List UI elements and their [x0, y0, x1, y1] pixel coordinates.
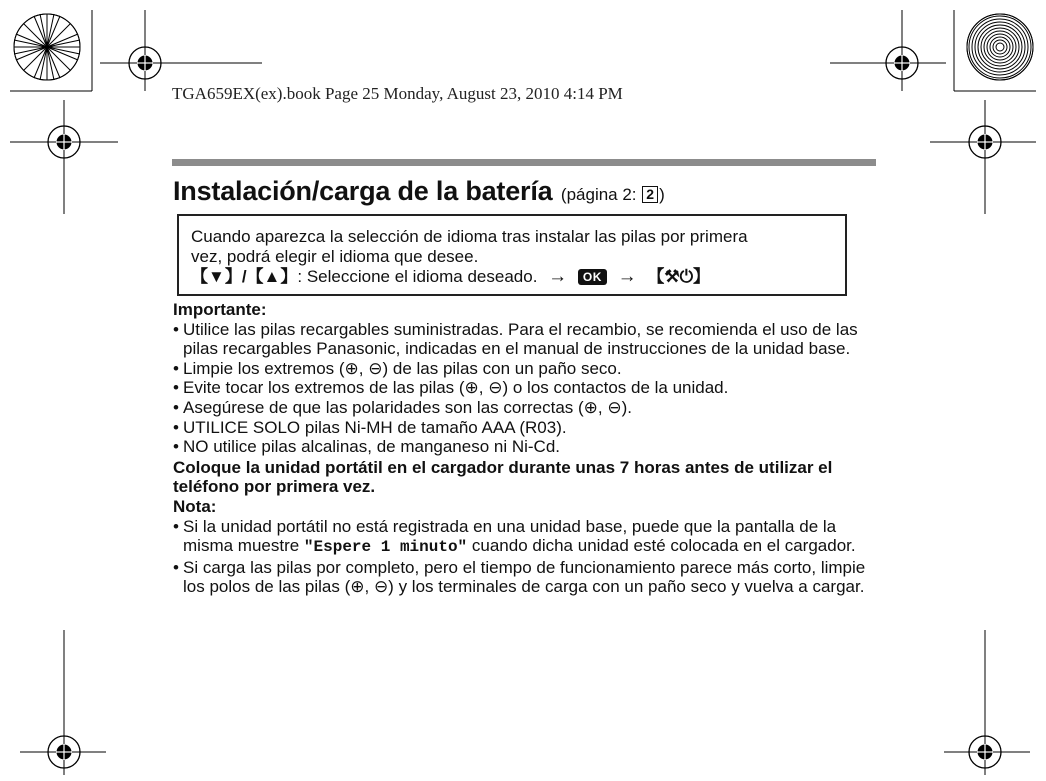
- info-line-3: [191, 267, 833, 287]
- registration-target-top-right: [967, 14, 1033, 80]
- section-title: [173, 176, 665, 207]
- language-selection-box: [177, 214, 847, 296]
- list-item: • UTILICE SOLO pilas Ni-MH de tamaño AAA (R03).: [173, 418, 873, 438]
- note-list: [173, 517, 873, 597]
- page-reference: (página 2: 2 ): [560, 185, 665, 204]
- list-item: • Limpie los extremos (⊕, ⊖) de las pilas con un paño seco.: [173, 359, 873, 379]
- section-rule: [172, 159, 876, 166]
- ok-key-icon: OK: [578, 269, 607, 285]
- body-text: [173, 300, 873, 597]
- display-message: "Espere 1 minuto": [303, 538, 468, 557]
- list-item: • Si la unidad portátil no está registrada en una unidad base, puede que la pantalla de la misma muestre "Espere 1 minuto" cuando dicha unidad esté colocada en el cargador.: [173, 517, 873, 558]
- book-header: TGA659EX(ex).book Page 25 Monday, August 23, 2010 4:14 PM: [172, 84, 623, 103]
- right-arrow-icon: →: [617, 266, 637, 287]
- info-line-1: Cuando aparezca la selección de idioma tras instalar las pilas por primera: [191, 227, 748, 246]
- select-instruction: : Seleccione el idioma deseado.: [297, 267, 538, 286]
- list-item: • NO utilice pilas alcalinas, de manganeso ni Ni-Cd.: [173, 437, 873, 457]
- list-item: • Utilice las pilas recargables suministradas. Para el recambio, se recomienda el uso de las pilas recargables Panasonic, indicadas en el manual de instrucciones de la unidad base.: [173, 320, 873, 359]
- list-item: • Si carga las pilas por completo, pero el tiempo de funcionamiento parece más corto, limpie los polos de las pilas (⊕, ⊖) y los terminales de carga con un paño seco y vuelva a cargar.: [173, 558, 873, 597]
- figure-number-box: 2: [642, 186, 658, 203]
- down-up-keys: 【▼】/【▲】: [191, 267, 298, 286]
- note-heading: Nota:: [173, 496, 217, 516]
- registration-target-top-left: [14, 14, 80, 80]
- right-arrow-icon: →: [548, 266, 568, 287]
- list-item: • Evite tocar los extremos de las pilas (⊕, ⊖) o los contactos de la unidad.: [173, 378, 873, 398]
- important-list: [173, 320, 873, 457]
- important-heading: Importante:: [173, 300, 267, 319]
- section-heading: Instalación/carga de la batería: [173, 176, 553, 206]
- off-key-icon: 【⚒⏻】: [647, 267, 711, 286]
- charge-notice: Coloque la unidad portátil en el cargador durante unas 7 horas antes de utilizar el teléfono por primera vez.: [173, 457, 833, 497]
- info-line-2: vez, podrá elegir el idioma que desee.: [191, 247, 479, 266]
- list-item: • Asegúrese de que las polaridades son las correctas (⊕, ⊖).: [173, 398, 873, 418]
